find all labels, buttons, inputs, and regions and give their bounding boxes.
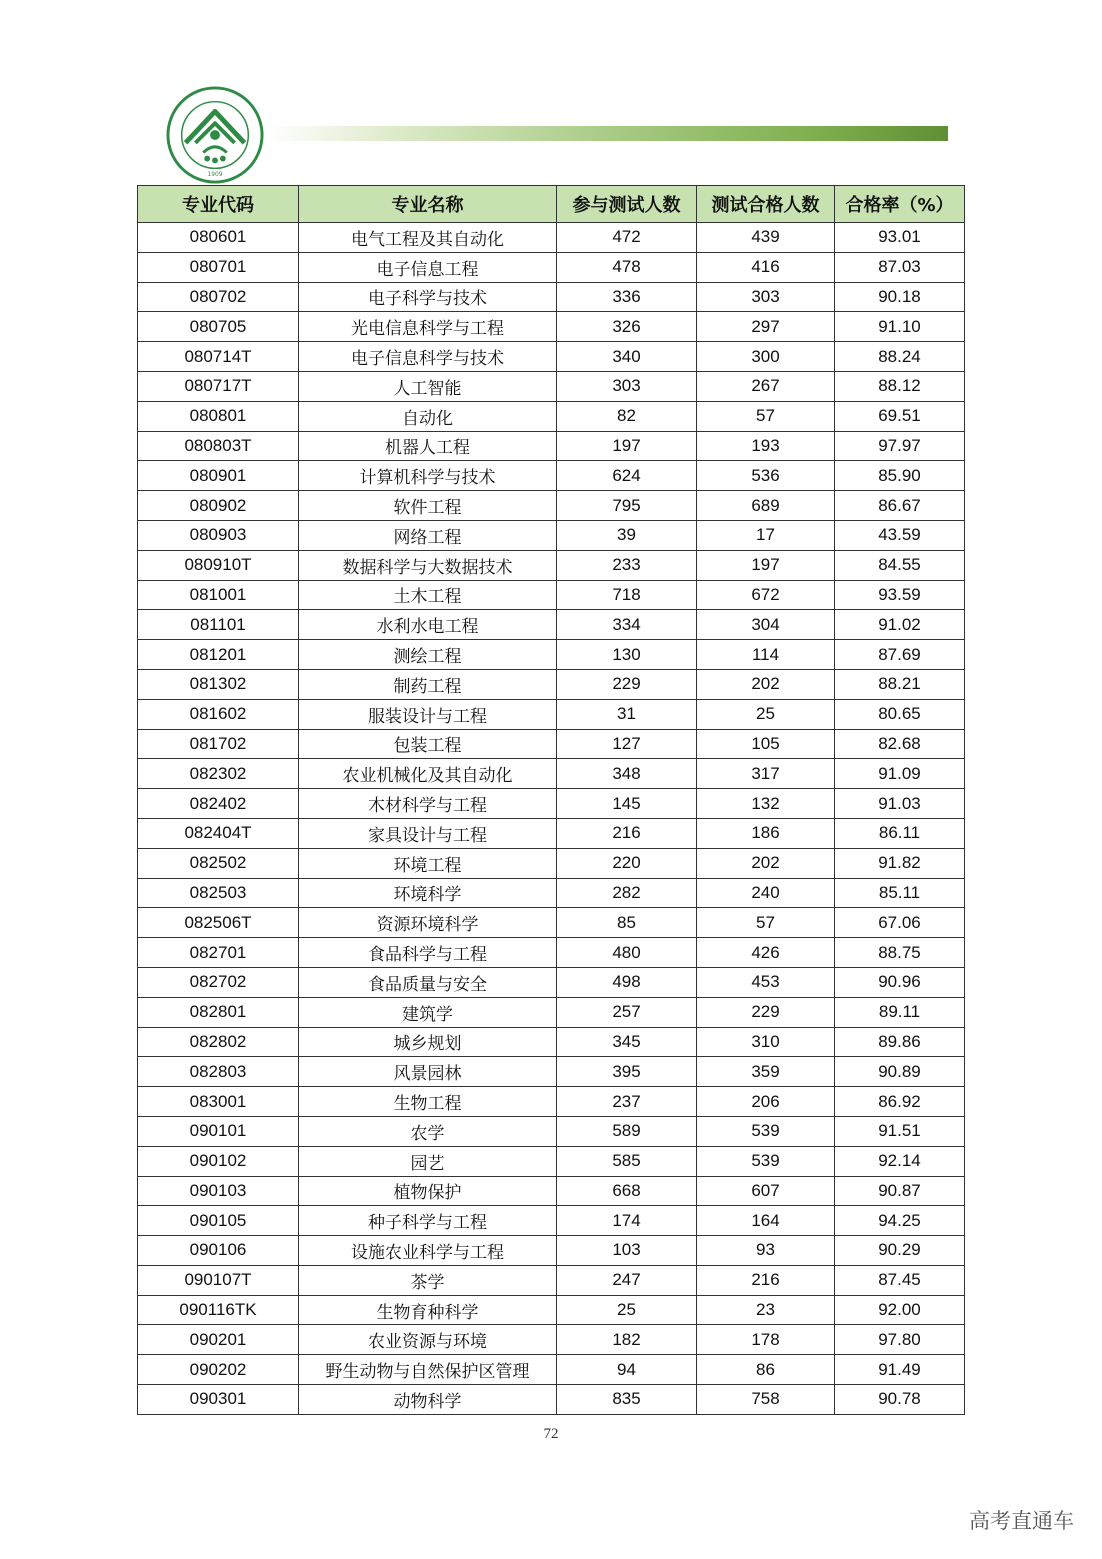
table-row — [138, 789, 965, 819]
cell-participants: 478 — [557, 252, 697, 282]
table-row — [138, 640, 965, 670]
cell-participants: 257 — [557, 997, 697, 1027]
cell-pass-rate: 89.86 — [835, 1027, 965, 1057]
cell-pass-rate: 97.80 — [835, 1325, 965, 1355]
cell-major-code: 090301 — [138, 1385, 299, 1415]
cell-pass-rate: 86.11 — [835, 818, 965, 848]
cell-major-name: 建筑学 — [299, 997, 557, 1027]
cell-passed: 197 — [697, 550, 835, 580]
cell-major-name: 计算机科学与技术 — [299, 461, 557, 491]
cell-major-name: 动物科学 — [299, 1385, 557, 1415]
cell-pass-rate: 91.03 — [835, 789, 965, 819]
cell-major-name: 土木工程 — [299, 580, 557, 610]
cell-major-name: 设施农业科学与工程 — [299, 1236, 557, 1266]
table-row — [138, 1325, 965, 1355]
cell-passed: 536 — [697, 461, 835, 491]
cell-major-code: 082801 — [138, 997, 299, 1027]
watermark-text: 高考直通车 — [969, 1509, 1074, 1533]
cell-pass-rate: 85.11 — [835, 878, 965, 908]
cell-major-name: 城乡规划 — [299, 1027, 557, 1057]
cell-participants: 197 — [557, 431, 697, 461]
table-row — [138, 1295, 965, 1325]
cell-major-code: 082701 — [138, 938, 299, 968]
cell-passed: 758 — [697, 1385, 835, 1415]
university-logo — [166, 86, 264, 184]
table-row — [138, 342, 965, 372]
cell-major-code: 080801 — [138, 401, 299, 431]
cell-participants: 182 — [557, 1325, 697, 1355]
cell-passed: 186 — [697, 818, 835, 848]
cell-passed: 105 — [697, 729, 835, 759]
cell-participants: 795 — [557, 491, 697, 521]
cell-pass-rate: 87.03 — [835, 252, 965, 282]
cell-major-code: 080702 — [138, 282, 299, 312]
cell-passed: 304 — [697, 610, 835, 640]
cell-major-name: 环境科学 — [299, 878, 557, 908]
cell-passed: 164 — [697, 1206, 835, 1236]
table-row — [138, 938, 965, 968]
table-row — [138, 1087, 965, 1117]
cell-pass-rate: 91.09 — [835, 759, 965, 789]
cell-major-code: 082803 — [138, 1057, 299, 1087]
cell-participants: 718 — [557, 580, 697, 610]
cell-passed: 297 — [697, 312, 835, 342]
cell-participants: 130 — [557, 640, 697, 670]
cell-major-code: 081602 — [138, 699, 299, 729]
cell-pass-rate: 80.65 — [835, 699, 965, 729]
cell-major-name: 电子信息工程 — [299, 252, 557, 282]
table-row — [138, 223, 965, 253]
cell-major-name: 园艺 — [299, 1146, 557, 1176]
cell-pass-rate: 87.45 — [835, 1265, 965, 1295]
table-row — [138, 580, 965, 610]
pass-rate-table — [137, 185, 965, 1415]
cell-major-name: 生物工程 — [299, 1087, 557, 1117]
cell-pass-rate: 69.51 — [835, 401, 965, 431]
cell-major-code: 090116TK — [138, 1295, 299, 1325]
cell-participants: 39 — [557, 520, 697, 550]
cell-pass-rate: 82.68 — [835, 729, 965, 759]
table-row — [138, 520, 965, 550]
cell-major-name: 风景园林 — [299, 1057, 557, 1087]
cell-pass-rate: 87.69 — [835, 640, 965, 670]
cell-major-name: 电气工程及其自动化 — [299, 223, 557, 253]
cell-passed: 416 — [697, 252, 835, 282]
cell-pass-rate: 90.18 — [835, 282, 965, 312]
cell-major-name: 软件工程 — [299, 491, 557, 521]
cell-passed: 178 — [697, 1325, 835, 1355]
cell-passed: 539 — [697, 1116, 835, 1146]
cell-passed: 202 — [697, 848, 835, 878]
cell-pass-rate: 90.87 — [835, 1176, 965, 1206]
cell-passed: 317 — [697, 759, 835, 789]
cell-major-name: 机器人工程 — [299, 431, 557, 461]
table-row — [138, 252, 965, 282]
cell-major-code: 080701 — [138, 252, 299, 282]
table-row — [138, 1057, 965, 1087]
cell-participants: 348 — [557, 759, 697, 789]
cell-major-name: 生物育种科学 — [299, 1295, 557, 1325]
cell-major-name: 测绘工程 — [299, 640, 557, 670]
cell-pass-rate: 89.11 — [835, 997, 965, 1027]
cell-participants: 585 — [557, 1146, 697, 1176]
cell-major-code: 090107T — [138, 1265, 299, 1295]
cell-major-code: 083001 — [138, 1087, 299, 1117]
cell-major-code: 080910T — [138, 550, 299, 580]
cell-passed: 57 — [697, 908, 835, 938]
cell-participants: 103 — [557, 1236, 697, 1266]
table-row — [138, 908, 965, 938]
cell-major-code: 081201 — [138, 640, 299, 670]
cell-participants: 345 — [557, 1027, 697, 1057]
cell-participants: 472 — [557, 223, 697, 253]
cell-participants: 835 — [557, 1385, 697, 1415]
cell-major-code: 080903 — [138, 520, 299, 550]
cell-passed: 114 — [697, 640, 835, 670]
cell-participants: 624 — [557, 461, 697, 491]
table-row — [138, 312, 965, 342]
cell-participants: 480 — [557, 938, 697, 968]
table-row — [138, 1027, 965, 1057]
cell-major-code: 090201 — [138, 1325, 299, 1355]
cell-pass-rate: 90.96 — [835, 967, 965, 997]
cell-major-code: 080803T — [138, 431, 299, 461]
cell-passed: 202 — [697, 669, 835, 699]
cell-pass-rate: 94.25 — [835, 1206, 965, 1236]
cell-major-name: 环境工程 — [299, 848, 557, 878]
cell-participants: 82 — [557, 401, 697, 431]
table-row — [138, 997, 965, 1027]
cell-major-code: 090102 — [138, 1146, 299, 1176]
cell-major-code: 081702 — [138, 729, 299, 759]
table-row — [138, 610, 965, 640]
cell-major-code: 090106 — [138, 1236, 299, 1266]
cell-major-name: 木材科学与工程 — [299, 789, 557, 819]
cell-major-code: 080717T — [138, 371, 299, 401]
cell-major-name: 种子科学与工程 — [299, 1206, 557, 1236]
cell-participants: 334 — [557, 610, 697, 640]
cell-pass-rate: 97.97 — [835, 431, 965, 461]
cell-pass-rate: 91.10 — [835, 312, 965, 342]
cell-pass-rate: 67.06 — [835, 908, 965, 938]
logo-year: 1909 — [207, 172, 223, 179]
table-row — [138, 818, 965, 848]
cell-pass-rate: 88.75 — [835, 938, 965, 968]
cell-passed: 193 — [697, 431, 835, 461]
cell-major-code: 081001 — [138, 580, 299, 610]
cell-participants: 25 — [557, 1295, 697, 1325]
cell-passed: 539 — [697, 1146, 835, 1176]
cell-major-name: 农业机械化及其自动化 — [299, 759, 557, 789]
cell-pass-rate: 86.92 — [835, 1087, 965, 1117]
col-header-passed: 测试合格人数 — [697, 186, 835, 223]
cell-major-code: 082702 — [138, 967, 299, 997]
cell-major-code: 090101 — [138, 1116, 299, 1146]
cell-participants: 303 — [557, 371, 697, 401]
cell-major-code: 081302 — [138, 669, 299, 699]
cell-passed: 439 — [697, 223, 835, 253]
cell-participants: 340 — [557, 342, 697, 372]
table-row — [138, 1176, 965, 1206]
table-row — [138, 878, 965, 908]
cell-passed: 206 — [697, 1087, 835, 1117]
cell-participants: 668 — [557, 1176, 697, 1206]
cell-participants: 282 — [557, 878, 697, 908]
cell-passed: 426 — [697, 938, 835, 968]
cell-participants: 94 — [557, 1355, 697, 1385]
table-row — [138, 848, 965, 878]
cell-participants: 85 — [557, 908, 697, 938]
table-row — [138, 371, 965, 401]
cell-major-name: 植物保护 — [299, 1176, 557, 1206]
cell-passed: 25 — [697, 699, 835, 729]
cell-major-code: 080714T — [138, 342, 299, 372]
cell-pass-rate: 90.78 — [835, 1385, 965, 1415]
cell-pass-rate: 86.67 — [835, 491, 965, 521]
cell-passed: 672 — [697, 580, 835, 610]
table-row — [138, 759, 965, 789]
cell-major-code: 080901 — [138, 461, 299, 491]
cell-major-name: 服装设计与工程 — [299, 699, 557, 729]
cell-passed: 359 — [697, 1057, 835, 1087]
cell-major-name: 农业资源与环境 — [299, 1325, 557, 1355]
cell-major-code: 082802 — [138, 1027, 299, 1057]
cell-pass-rate: 91.02 — [835, 610, 965, 640]
cell-participants: 589 — [557, 1116, 697, 1146]
cell-passed: 303 — [697, 282, 835, 312]
cell-major-code: 082506T — [138, 908, 299, 938]
cell-major-code: 090105 — [138, 1206, 299, 1236]
table-header-row — [138, 186, 965, 223]
col-header-participants: 参与测试人数 — [557, 186, 697, 223]
col-header-major-code: 专业代码 — [138, 186, 299, 223]
cell-major-name: 包装工程 — [299, 729, 557, 759]
table-row — [138, 669, 965, 699]
table-row — [138, 1146, 965, 1176]
cell-passed: 689 — [697, 491, 835, 521]
table-row — [138, 461, 965, 491]
col-header-pass-rate: 合格率（%） — [835, 186, 965, 223]
cell-major-name: 食品质量与安全 — [299, 967, 557, 997]
page-number: 72 — [543, 1426, 559, 1442]
cell-pass-rate: 88.12 — [835, 371, 965, 401]
cell-participants: 233 — [557, 550, 697, 580]
cell-major-code: 082502 — [138, 848, 299, 878]
cell-passed: 93 — [697, 1236, 835, 1266]
cell-pass-rate: 84.55 — [835, 550, 965, 580]
cell-participants: 31 — [557, 699, 697, 729]
cell-major-name: 电子信息科学与技术 — [299, 342, 557, 372]
table-row — [138, 1385, 965, 1415]
cell-participants: 237 — [557, 1087, 697, 1117]
table-row — [138, 401, 965, 431]
cell-major-code: 082302 — [138, 759, 299, 789]
cell-passed: 216 — [697, 1265, 835, 1295]
cell-major-name: 食品科学与工程 — [299, 938, 557, 968]
cell-pass-rate: 43.59 — [835, 520, 965, 550]
table-row — [138, 1265, 965, 1295]
table-row — [138, 431, 965, 461]
cell-passed: 86 — [697, 1355, 835, 1385]
cell-pass-rate: 85.90 — [835, 461, 965, 491]
cell-major-name: 自动化 — [299, 401, 557, 431]
cell-major-code: 082503 — [138, 878, 299, 908]
table-row — [138, 491, 965, 521]
cell-participants: 229 — [557, 669, 697, 699]
cell-participants: 174 — [557, 1206, 697, 1236]
cell-participants: 216 — [557, 818, 697, 848]
table-row — [138, 1116, 965, 1146]
cell-major-code: 090103 — [138, 1176, 299, 1206]
cell-pass-rate: 90.89 — [835, 1057, 965, 1087]
cell-pass-rate: 93.01 — [835, 223, 965, 253]
cell-passed: 57 — [697, 401, 835, 431]
cell-participants: 145 — [557, 789, 697, 819]
cell-participants: 336 — [557, 282, 697, 312]
cell-pass-rate: 93.59 — [835, 580, 965, 610]
cell-major-code: 080601 — [138, 223, 299, 253]
cell-major-code: 081101 — [138, 610, 299, 640]
cell-participants: 220 — [557, 848, 697, 878]
cell-pass-rate: 90.29 — [835, 1236, 965, 1266]
cell-major-name: 水利水电工程 — [299, 610, 557, 640]
cell-major-name: 资源环境科学 — [299, 908, 557, 938]
cell-pass-rate: 88.24 — [835, 342, 965, 372]
cell-passed: 453 — [697, 967, 835, 997]
cell-participants: 395 — [557, 1057, 697, 1087]
table-body — [138, 223, 965, 1415]
cell-passed: 23 — [697, 1295, 835, 1325]
cell-major-name: 人工智能 — [299, 371, 557, 401]
table-row — [138, 1206, 965, 1236]
cell-major-name: 制药工程 — [299, 669, 557, 699]
cell-participants: 247 — [557, 1265, 697, 1295]
cell-major-code: 090202 — [138, 1355, 299, 1385]
cell-passed: 240 — [697, 878, 835, 908]
cell-major-name: 网络工程 — [299, 520, 557, 550]
cell-pass-rate: 92.14 — [835, 1146, 965, 1176]
cell-major-name: 家具设计与工程 — [299, 818, 557, 848]
table-row — [138, 1355, 965, 1385]
cell-pass-rate: 91.51 — [835, 1116, 965, 1146]
cell-passed: 267 — [697, 371, 835, 401]
cell-major-name: 农学 — [299, 1116, 557, 1146]
cell-passed: 300 — [697, 342, 835, 372]
cell-major-name: 野生动物与自然保护区管理 — [299, 1355, 557, 1385]
cell-major-name: 数据科学与大数据技术 — [299, 550, 557, 580]
cell-pass-rate: 91.49 — [835, 1355, 965, 1385]
table-row — [138, 550, 965, 580]
table-row — [138, 282, 965, 312]
header-gradient-bar — [268, 126, 948, 141]
table-row — [138, 699, 965, 729]
cell-participants: 498 — [557, 967, 697, 997]
cell-participants: 127 — [557, 729, 697, 759]
cell-passed: 310 — [697, 1027, 835, 1057]
cell-pass-rate: 91.82 — [835, 848, 965, 878]
cell-major-name: 电子科学与技术 — [299, 282, 557, 312]
table-row — [138, 729, 965, 759]
cell-passed: 607 — [697, 1176, 835, 1206]
cell-major-name: 光电信息科学与工程 — [299, 312, 557, 342]
table-row — [138, 967, 965, 997]
cell-passed: 229 — [697, 997, 835, 1027]
cell-passed: 17 — [697, 520, 835, 550]
cell-pass-rate: 92.00 — [835, 1295, 965, 1325]
cell-passed: 132 — [697, 789, 835, 819]
cell-major-code: 082402 — [138, 789, 299, 819]
col-header-major-name: 专业名称 — [299, 186, 557, 223]
table-row — [138, 1236, 965, 1266]
cell-major-code: 080902 — [138, 491, 299, 521]
cell-pass-rate: 88.21 — [835, 669, 965, 699]
cell-major-name: 茶学 — [299, 1265, 557, 1295]
cell-major-code: 080705 — [138, 312, 299, 342]
cell-participants: 326 — [557, 312, 697, 342]
cell-major-code: 082404T — [138, 818, 299, 848]
